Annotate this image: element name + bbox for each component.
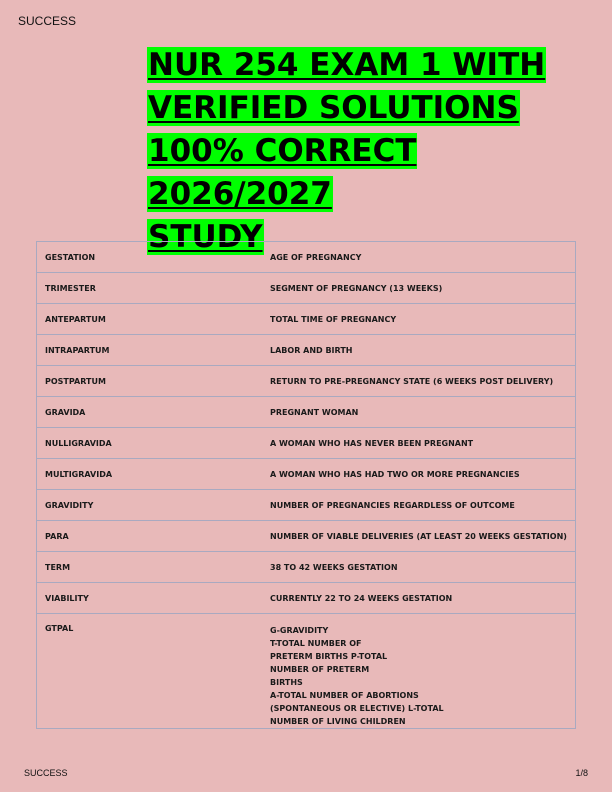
footer-label: SUCCESS [24, 768, 68, 778]
definition-cell: PREGNANT WOMAN [262, 397, 576, 428]
page-header: SUCCESS [18, 14, 77, 28]
table-row [37, 335, 576, 366]
title-line-4: STUDY [148, 219, 263, 255]
term-cell: VIABILITY [37, 583, 263, 614]
table-row-gtpal [37, 614, 576, 729]
term-cell: GESTATION [37, 242, 263, 273]
gtpal-line: NUMBER OF PRETERM [270, 665, 370, 674]
terms-table [36, 241, 576, 729]
definition-cell: RETURN TO PRE-PREGNANCY STATE (6 WEEKS POST DELIVERY) [262, 366, 576, 397]
title-line-1: NUR 254 EXAM 1 WITH [148, 47, 546, 83]
term-cell: GTPAL [37, 614, 263, 729]
definition-cell: TOTAL TIME OF PREGNANCY [262, 304, 576, 335]
definition-cell: NUMBER OF PREGNANCIES REGARDLESS OF OUTCOME [262, 490, 576, 521]
page-number: 1/8 [575, 768, 588, 778]
gtpal-line: BIRTHS [270, 678, 303, 687]
term-cell: GRAVIDITY [37, 490, 263, 521]
title-line-3: 100% CORRECT 2026/2027 [148, 133, 417, 212]
definition-cell: CURRENTLY 22 TO 24 WEEKS GESTATION [262, 583, 576, 614]
term-cell: TRIMESTER [37, 273, 263, 304]
gtpal-line: (SPONTANEOUS OR ELECTIVE) L-TOTAL [270, 704, 444, 713]
gtpal-line: NUMBER OF LIVING CHILDREN [270, 717, 406, 726]
table-row [37, 397, 576, 428]
term-cell: INTRAPARTUM [37, 335, 263, 366]
table-row [37, 242, 576, 273]
table-row [37, 304, 576, 335]
gtpal-line: G-GRAVIDITY [270, 626, 329, 635]
definition-cell: A WOMAN WHO HAS NEVER BEEN PREGNANT [262, 428, 576, 459]
table-row [37, 273, 576, 304]
table-row [37, 490, 576, 521]
definition-cell: LABOR AND BIRTH [262, 335, 576, 366]
table-row [37, 521, 576, 552]
term-cell: TERM [37, 552, 263, 583]
gtpal-line: T-TOTAL NUMBER OF [270, 639, 362, 648]
title-line-2: VERIFIED SOLUTIONS [148, 90, 519, 126]
gtpal-line: PRETERM BIRTHS P-TOTAL [270, 652, 388, 661]
table-row [37, 366, 576, 397]
definition-cell: NUMBER OF VIABLE DELIVERIES (AT LEAST 20 WEEKS GESTATION) [262, 521, 576, 552]
term-cell: PARA [37, 521, 263, 552]
term-cell: ANTEPARTUM [37, 304, 263, 335]
term-cell: GRAVIDA [37, 397, 263, 428]
table-row [37, 428, 576, 459]
definition-cell: 38 TO 42 WEEKS GESTATION [262, 552, 576, 583]
term-cell: NULLIGRAVIDA [37, 428, 263, 459]
term-cell: POSTPARTUM [37, 366, 263, 397]
table-row [37, 459, 576, 490]
gtpal-line: A-TOTAL NUMBER OF ABORTIONS [270, 691, 419, 700]
definition-cell: A WOMAN WHO HAS HAD TWO OR MORE PREGNANCIES [262, 459, 576, 490]
table-row [37, 552, 576, 583]
definition-cell: SEGMENT OF PREGNANCY (13 WEEKS) [262, 273, 576, 304]
definition-cell-gtpal [262, 614, 576, 729]
term-cell: MULTIGRAVIDA [37, 459, 263, 490]
table-row [37, 583, 576, 614]
document-title [147, 44, 597, 259]
definition-cell: AGE OF PREGNANCY [262, 242, 576, 273]
